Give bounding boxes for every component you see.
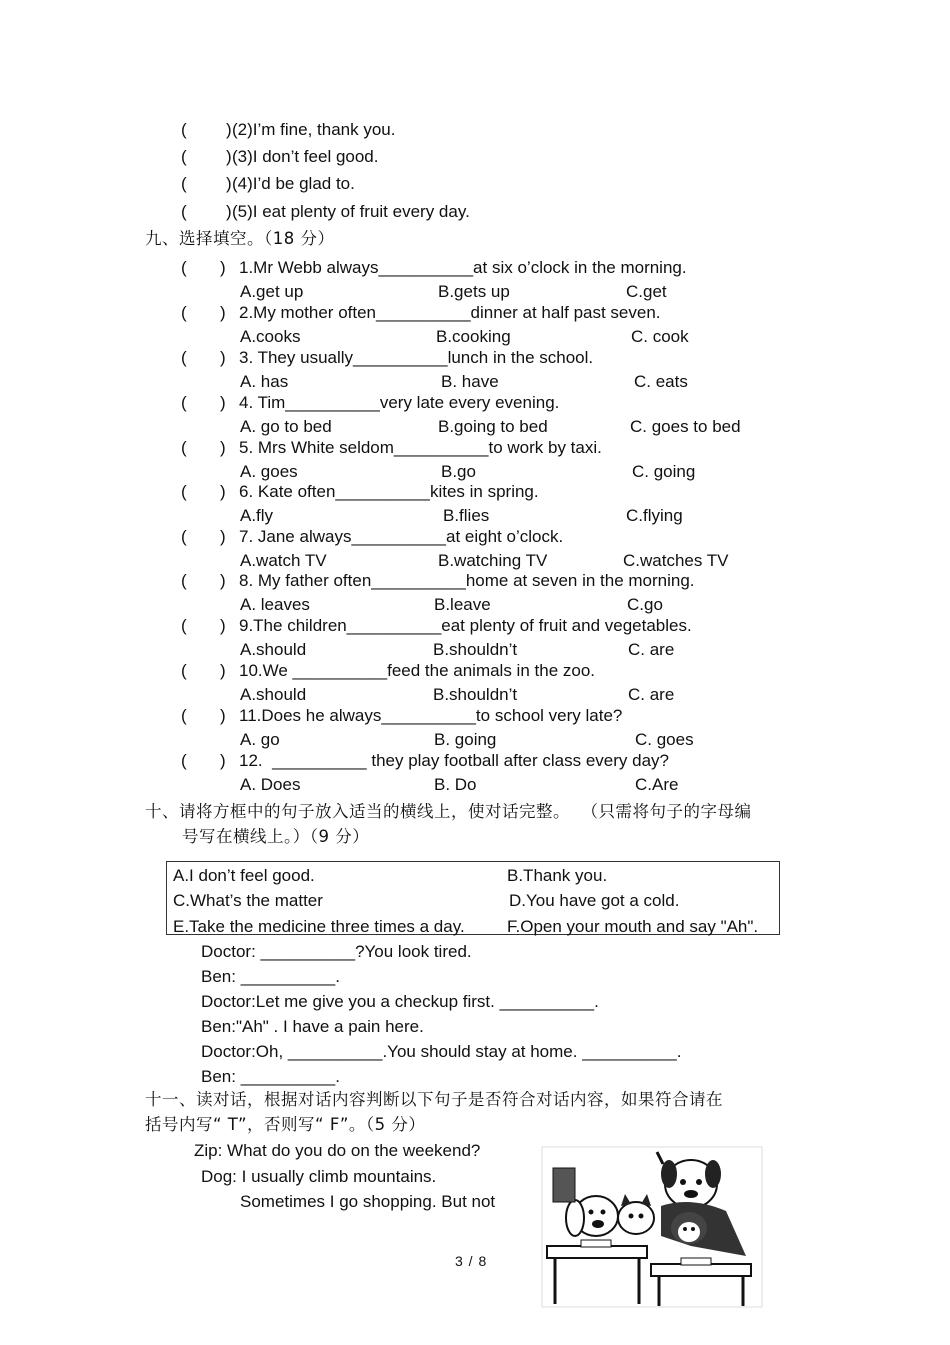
option-b: B. Do [434,775,477,794]
answer-paren-close: ) [220,258,226,277]
dialog-line: Ben:"Ah" . I have a pain here. [201,1017,424,1036]
answer-paren-close: ) [220,348,226,367]
answer-paren-close: ) [220,661,226,680]
answer-paren-open: ( [181,482,187,501]
option-a: A.should [240,685,307,704]
section11-heading-line2: 括号内写“ T”，否则写“ F”。（5 分） [145,1115,426,1134]
option-c: C. eats [634,372,688,391]
reading-line: Sometimes I go shopping. But not [240,1192,496,1211]
reading-line: Zip: What do you do on the weekend? [194,1141,481,1160]
answer-paren-close: ) [226,174,232,193]
answer-paren-close: ) [226,202,232,221]
answer-paren-close: ) [220,303,226,322]
section10-heading-line1: 十、请将方框中的句子放入适当的横线上，使对话完整。 （只需将句子的字母编 [145,802,752,821]
option-b: B.cooking [436,327,511,346]
answer-paren-close: ) [220,571,226,590]
question-text: 5. Mrs White seldom__________to work by taxi. [239,438,602,457]
option-a: A.fly [240,506,274,525]
option-c: C. goes to bed [630,417,741,436]
question-text: 11.Does he always__________to school very late? [239,706,623,725]
answer-paren-close: ) [220,706,226,725]
answer-paren-close: ) [226,147,232,166]
option-a: A.watch TV [240,551,327,570]
option-c: C. goes [635,730,694,749]
box-option-d: D.You have got a cold. [509,891,680,910]
option-b: B.shouldn’t [433,640,518,659]
page-number: 3 / 8 [455,1253,488,1269]
dialog-line: Doctor: __________?You look tired. [201,942,472,961]
option-c: C.watches TV [623,551,729,570]
dialog-line: Ben: __________. [201,967,340,986]
answer-paren-open: ( [181,348,187,367]
answer-paren-open: ( [181,174,187,193]
dialog-line: Doctor:Oh, __________.You should stay at home. __________. [201,1042,682,1061]
answer-paren-open: ( [181,258,187,277]
dialog-line: Doctor:Let me give you a checkup first. __________. [201,992,599,1011]
option-a: A. leaves [240,595,310,614]
answer-paren-close: ) [220,616,226,635]
answer-paren-close: ) [220,393,226,412]
box-option-c: C.What’s the matter [173,891,323,910]
box-option-f: F.Open your mouth and say "Ah". [507,917,759,936]
box-option-e: E.Take the medicine three times a day. [173,917,465,936]
option-b: B.leave [434,595,491,614]
option-a: A. goes [240,462,298,481]
answer-paren-open: ( [181,706,187,725]
cartoon-illustration [541,1146,763,1308]
option-c: C. going [632,462,696,481]
top-item-text: (5)I eat plenty of fruit every day. [232,202,470,221]
answer-paren-open: ( [181,120,187,139]
top-item-text: (3)I don’t feel good. [232,147,379,166]
answer-paren-open: ( [181,147,187,166]
question-text: 3. They usually__________lunch in the school. [239,348,594,367]
question-text: 4. Tim__________very late every evening. [239,393,560,412]
question-text: 10.We __________feed the animals in the zoo. [239,661,596,680]
answer-paren-close: ) [220,751,226,770]
top-item-text: (2)I’m fine, thank you. [232,120,396,139]
option-b: B.gets up [438,282,510,301]
question-text: 2.My mother often__________dinner at half past seven. [239,303,661,322]
box-option-a: A.I don’t feel good. [173,866,315,885]
dialog-line: Ben: __________. [201,1067,340,1086]
answer-paren-open: ( [181,202,187,221]
option-c: C. cook [631,327,689,346]
option-a: A.should [240,640,307,659]
option-c: C.get [626,282,667,301]
option-a: A. go [240,730,280,749]
answer-paren-open: ( [181,527,187,546]
question-text: 9.The children__________eat plenty of fruit and vegetables. [239,616,692,635]
answer-paren-open: ( [181,751,187,770]
answer-paren-close: ) [220,438,226,457]
box-option-b: B.Thank you. [507,866,608,885]
answer-paren-close: ) [220,482,226,501]
question-text: 7. Jane always__________at eight o’clock. [239,527,564,546]
reading-line: Dog: I usually climb mountains. [201,1167,437,1186]
option-c: C. are [628,685,675,704]
option-b: B.shouldn’t [433,685,518,704]
question-text: 1.Mr Webb always__________at six o’clock in the morning. [239,258,687,277]
option-a: A. Does [240,775,301,794]
option-a: A.get up [240,282,304,301]
answer-paren-open: ( [181,438,187,457]
option-c: C.flying [626,506,683,525]
option-c: C. are [628,640,675,659]
option-b: B.go [441,462,476,481]
section11-heading-line1: 十一、读对话，根据对话内容判断以下句子是否符合对话内容，如果符合请在 [145,1090,723,1109]
question-text: 12. __________ they play football after class every day? [239,751,670,770]
option-a: A. go to bed [240,417,332,436]
option-a: A.cooks [240,327,301,346]
answer-paren-open: ( [181,616,187,635]
option-b: B. going [434,730,497,749]
answer-paren-open: ( [181,303,187,322]
question-text: 6. Kate often__________kites in spring. [239,482,539,501]
answer-paren-open: ( [181,571,187,590]
answer-paren-close: ) [220,527,226,546]
option-c: C.go [627,595,663,614]
top-item-text: (4)I’d be glad to. [232,174,355,193]
answer-paren-open: ( [181,393,187,412]
option-b: B.watching TV [438,551,548,570]
section9-heading: 九、选择填空。（18 分） [145,229,335,248]
option-b: B.going to bed [438,417,548,436]
option-b: B.flies [443,506,490,525]
section10-heading-line2: 号写在横线上。）（9 分） [182,827,370,846]
option-a: A. has [240,372,289,391]
question-text: 8. My father often__________home at seven in the morning. [239,571,695,590]
answer-paren-close: ) [226,120,232,139]
option-b: B. have [441,372,499,391]
option-c: C.Are [635,775,679,794]
answer-paren-open: ( [181,661,187,680]
